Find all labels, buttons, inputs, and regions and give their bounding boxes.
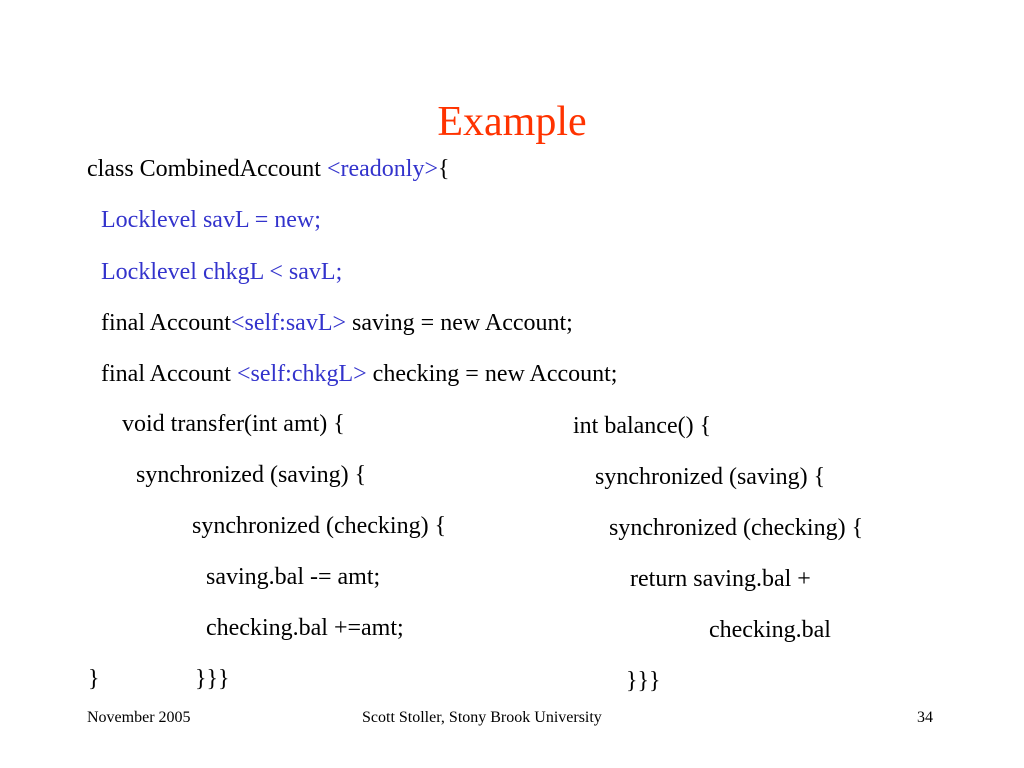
locklevel-chkgl-line: Locklevel chkgL < savL; [101,259,343,285]
self-savl-annotation: <self:savL> [230,310,347,336]
open-brace: { [438,156,450,182]
final-saving-pre: final Account [101,310,231,336]
readonly-annotation: <readonly> [326,156,438,182]
balance-return-statement: return saving.bal + [630,566,811,592]
final-checking-line [101,359,617,389]
final-checking-pre: final Account [101,361,237,387]
final-checking-post: checking = new Account; [366,361,618,387]
transfer-saving-statement: saving.bal -= amt; [206,564,381,590]
class-decl-text: class CombinedAccount [87,156,327,182]
class-closing-brace: } [88,666,100,692]
slide-title: Example [437,99,587,145]
transfer-closing-braces: }}} [195,666,230,692]
balance-closing-braces: }}} [626,668,661,694]
final-saving-post: saving = new Account; [346,310,573,336]
footer-author: Scott Stoller, Stony Brook University [362,709,602,726]
balance-sync-saving: synchronized (saving) { [595,464,826,490]
self-chkgl-annotation: <self:chkgL> [236,361,367,387]
locklevel-savl-line: Locklevel savL = new; [101,207,321,233]
footer-date: November 2005 [87,709,191,726]
balance-signature: int balance() { [573,413,712,439]
transfer-sync-checking: synchronized (checking) { [192,513,447,539]
footer-page-number: 34 [917,709,933,726]
transfer-sync-saving: synchronized (saving) { [136,462,367,488]
balance-sync-checking: synchronized (checking) { [609,515,864,541]
class-declaration-line [87,154,450,184]
final-saving-line [101,308,573,338]
transfer-checking-statement: checking.bal +=amt; [206,615,404,641]
transfer-signature: void transfer(int amt) { [122,411,345,437]
balance-return-continuation: checking.bal [709,617,831,643]
